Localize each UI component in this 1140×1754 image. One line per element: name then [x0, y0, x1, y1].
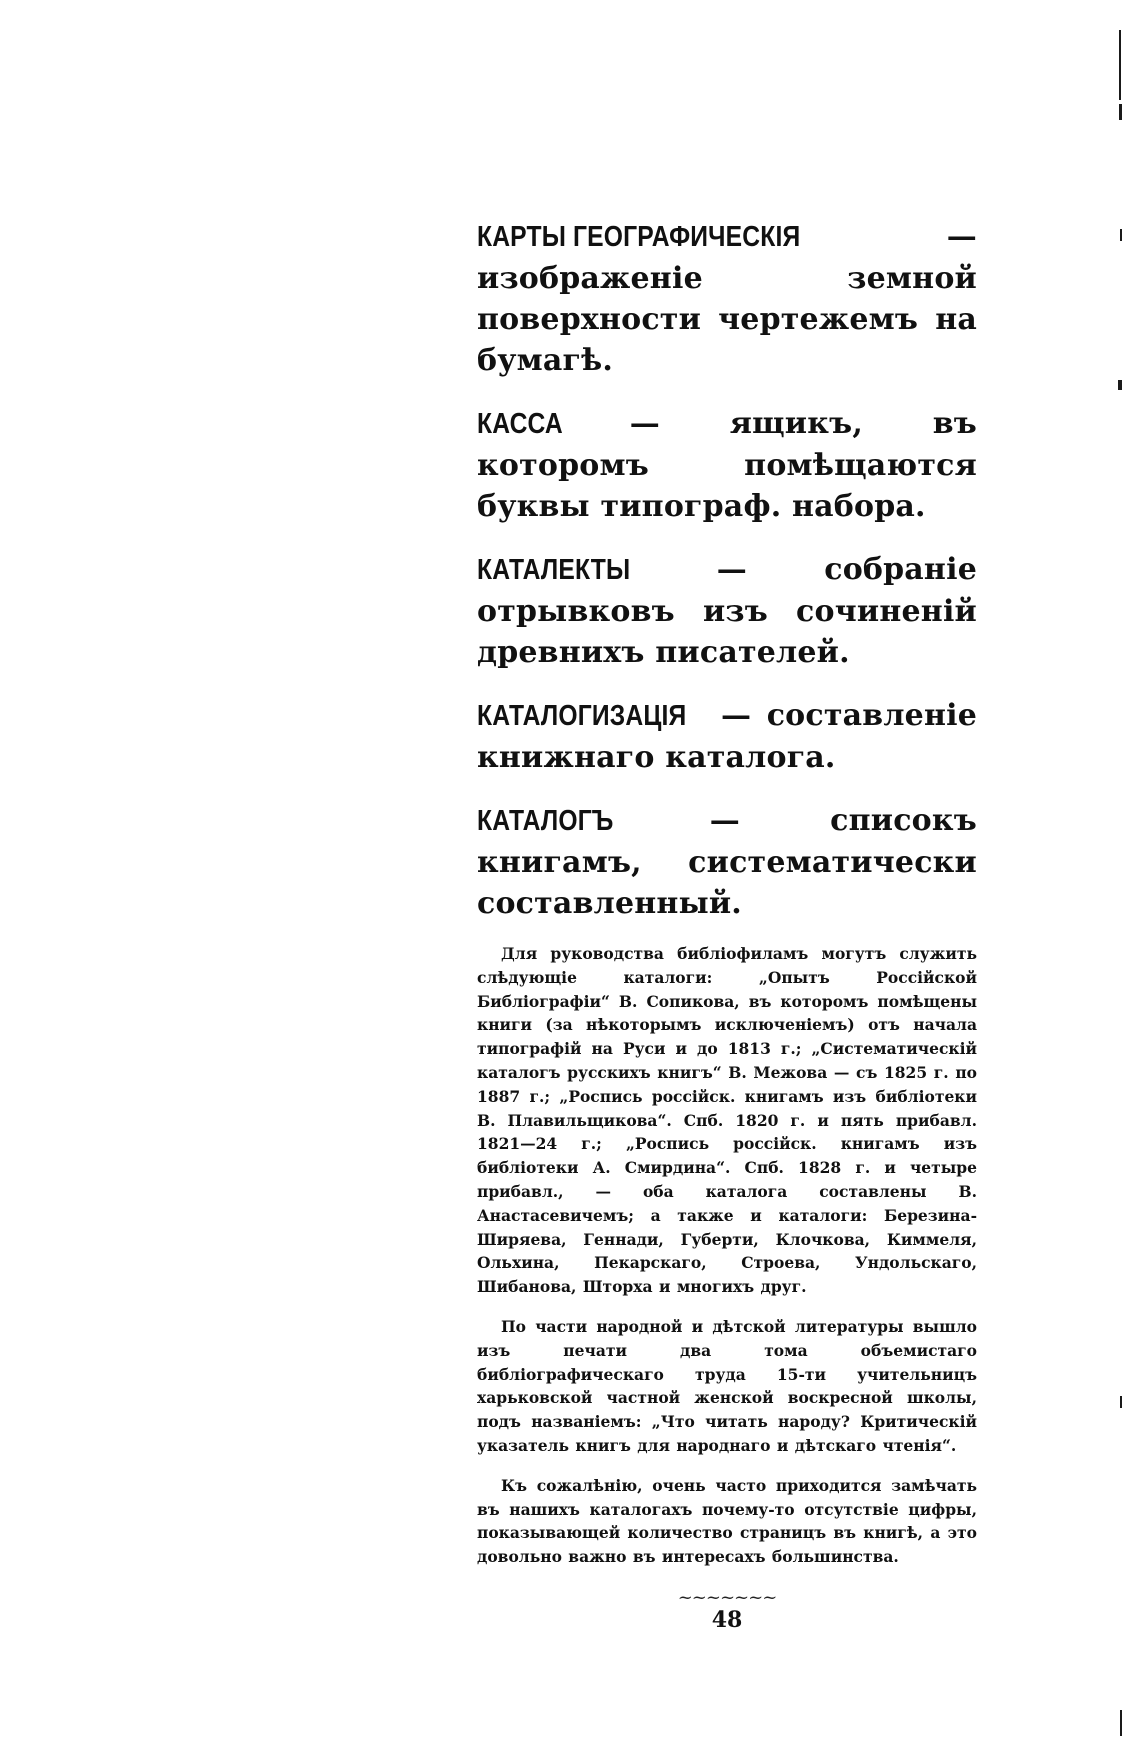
body-paragraph: Къ сожалѣнію, очень часто приходится замѣчать въ нашихъ каталогахъ почему-то отсутствіе цифры, показывающей количество страницъ въ книгѣ, а это довольно важно въ интересахъ большинства. [477, 1475, 977, 1567]
scan-edge-mark [1120, 1396, 1122, 1408]
wavy-ornament: ~~~~~~~ [677, 1586, 777, 1608]
entry-definition: ящикъ, въ которомъ помѣщаются буквы типограф. набора. [477, 406, 977, 524]
entry-dash: — [946, 219, 977, 254]
page-number: 48 [711, 1606, 743, 1633]
entry-dash: — [709, 803, 740, 838]
entry-definition: собраніе отрывковъ изъ сочиненій древнихъ писателей. [477, 552, 977, 670]
body-paragraph: По части народной и дѣтской литературы вышло изъ печати два тома объемистаго библіографическаго труда 15-ти учительницъ харьковской частной женской воскресной школы, подъ названіемъ: „Что читать народу? Критическій указатель книгъ для народнаго и дѣтскаго чтенія“. [477, 1316, 977, 1455]
entry-term: КАРТЫ ГЕОГРАФИЧЕСКІЯ [477, 221, 801, 253]
page-text-column [477, 216, 977, 1633]
scan-edge-mark [1120, 1710, 1122, 1736]
dictionary-entry [477, 549, 977, 673]
scan-edge-mark [1119, 104, 1122, 120]
dictionary-entry [477, 216, 977, 381]
entry-definition: изображеніе земной поверхности чертежемъ на бумагѣ. [477, 261, 977, 378]
entry-dash: — [629, 406, 660, 441]
entry-definition: составленіе книжнаго каталога. [477, 698, 977, 775]
dictionary-entry [477, 800, 977, 924]
entry-term: КАТАЛЕКТЫ [477, 554, 631, 586]
body-paragraph: Для руководства библіофиламъ могутъ служить слѣдующіе каталоги: „Опытъ Россійской Библіографіи“ В. Сопикова, въ которомъ помѣщены книги (за нѣкоторымъ исключеніемъ) отъ начала типографій на Руси и до 1813 г.; „Систематическій каталогъ русскихъ книгъ“ В. Межова — съ 1825 г. по 1887 г.; „Роспись россійск. книгамъ изъ библіотеки В. Плавильщикова“. Спб. 1820 г. и пять прибавл. 1821—24 г.; „Роспись россійск. книгамъ изъ библіотеки А. Смирдина“. Спб. 1828 г. и четыре прибавл., — оба каталога составлены В. Анастасевичемъ; а также и каталоги: Березина-Ширяева, Геннади, Губерти, Клочкова, Киммеля, Ольхина, Пекарскаго, Строева, Ундольскаго, Шибанова, Шторха и многихъ друг. [477, 944, 977, 1297]
dictionary-entry [477, 403, 977, 527]
entry-definition: списокъ книгамъ, систематически составленный. [477, 803, 977, 921]
entry-term: КАТАЛОГЪ [477, 805, 614, 837]
dictionary-entry [477, 695, 977, 778]
scan-edge-mark [1118, 380, 1122, 390]
scan-edge-mark [1119, 30, 1121, 100]
entry-term: КАТАЛОГИЗАЦІЯ [477, 700, 687, 732]
scan-edge-mark [1120, 229, 1122, 241]
entry-dash: — [720, 698, 752, 733]
entry-term: КАССА [477, 408, 563, 440]
entry-dash: — [716, 552, 747, 587]
